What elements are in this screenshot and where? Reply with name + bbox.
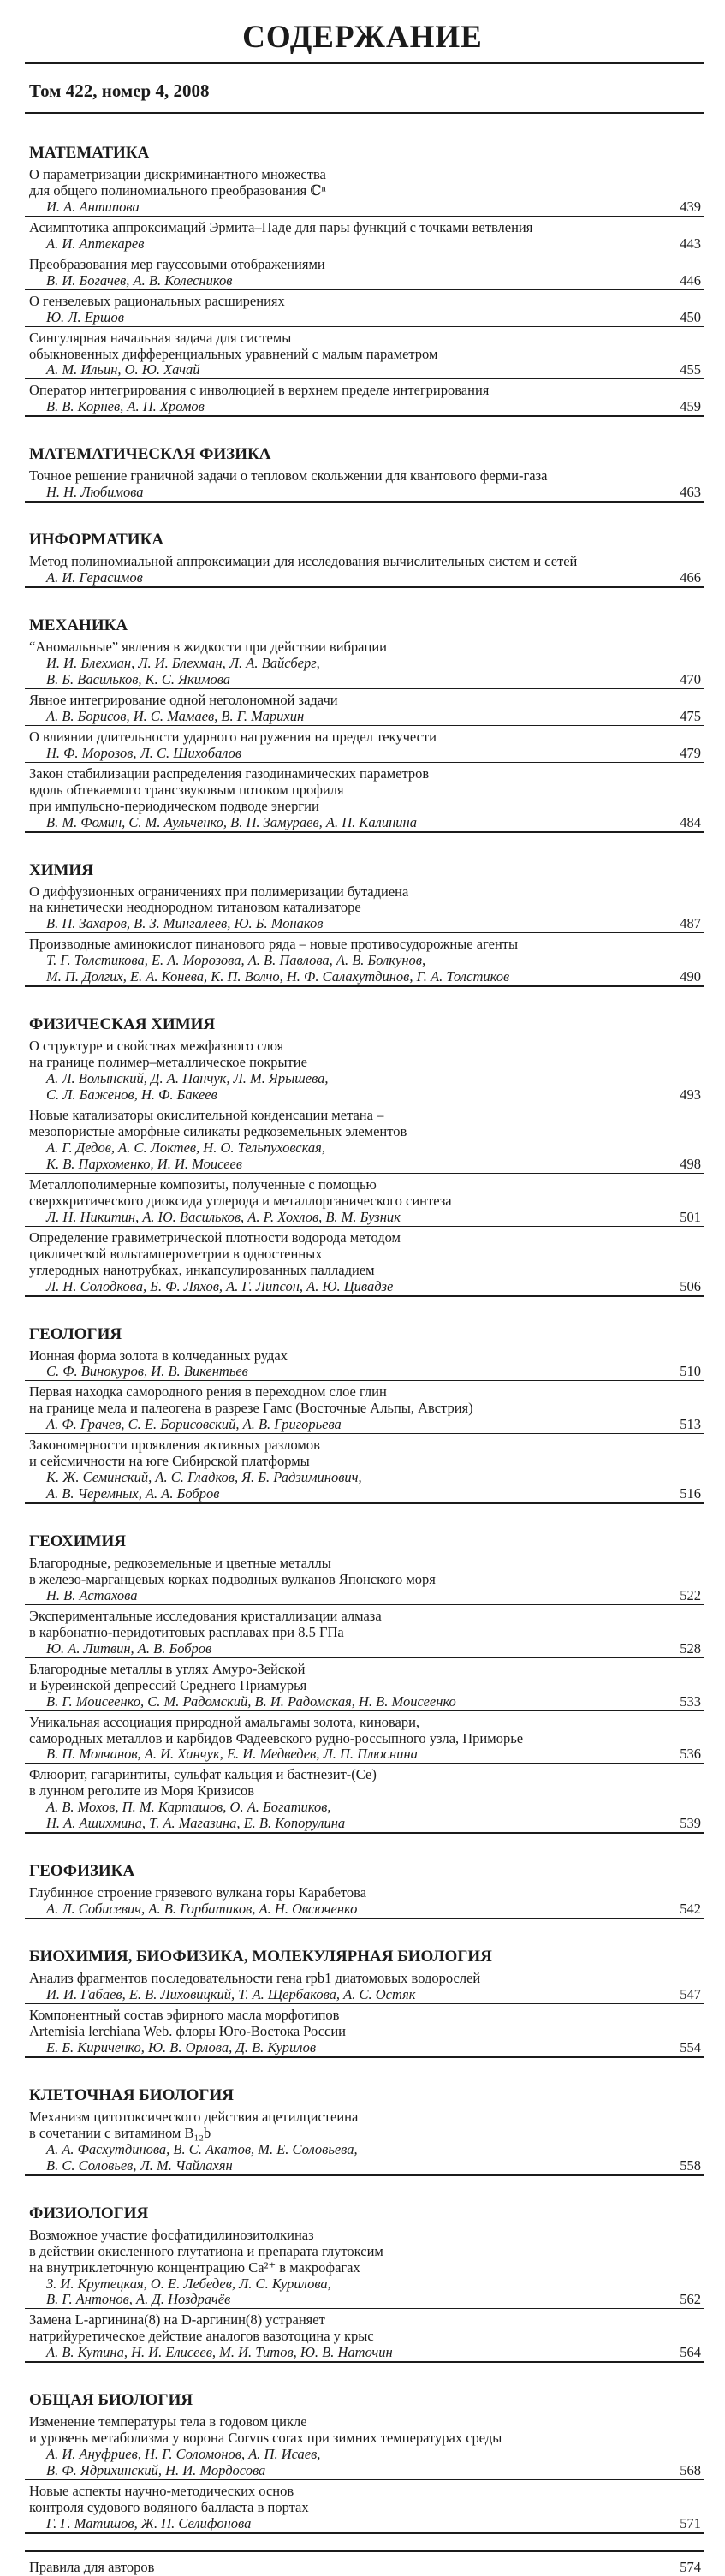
article-page-number: 446	[680, 271, 701, 289]
article-title-line: О гензелевых рациональных расширениях	[29, 292, 285, 309]
section-rule	[25, 985, 704, 987]
article-page-number: 554	[680, 2038, 701, 2055]
section	[25, 846, 704, 988]
section	[25, 515, 704, 588]
article-title-line: Изменение температуры тела в годовом цикле	[29, 2413, 307, 2430]
article-page-number: 539	[680, 1815, 701, 1832]
article-page-number: 487	[680, 915, 701, 932]
section	[25, 1000, 704, 1296]
article-title-line: Замена L-аргинина(8) на D-аргинин(8) устраняет	[29, 2311, 325, 2329]
article-authors-line: А. В. Мохов, П. М. Карташов, О. А. Богатиков,	[46, 1799, 331, 1816]
article-authors-line: М. П. Долгих, Е. А. Конева, К. П. Волчо, Н. Ф. Салахутдинов, Г. А. Толстиков	[46, 968, 510, 985]
article-title-line: Новые катализаторы окислительной конденсации метана –	[29, 1107, 384, 1124]
entry-rule	[25, 378, 704, 379]
section-rule	[25, 2532, 704, 2534]
section	[25, 128, 704, 417]
section	[25, 1847, 704, 1919]
article-page-number: 475	[680, 707, 701, 724]
footer-rule	[25, 2550, 704, 2552]
entry-rule	[25, 1380, 704, 1381]
article-authors-line: Т. Г. Толстикова, Е. А. Морозова, А. В. Павлова, А. В. Болкунов,	[46, 952, 426, 969]
entry-rule	[25, 1433, 704, 1434]
section-rule	[25, 2174, 704, 2176]
article-page-number: 450	[680, 308, 701, 325]
section-heading: МАТЕМАТИЧЕСКАЯ ФИЗИКА	[29, 445, 271, 464]
entry-rule	[25, 2003, 704, 2004]
article-title-line: в действии окисленного глутатиона и препарата глутоксим	[29, 2242, 383, 2259]
article-title-line: Artemisia lerchiana Web. флоры Юго-Востока России	[29, 2022, 347, 2039]
section	[25, 1517, 704, 1834]
article-page-number: 562	[680, 2291, 701, 2308]
article-page-number: 463	[680, 484, 701, 501]
article-title-line: Флюорит, гагаринтиты, сульфат кальция и бастнезит-(Се)	[29, 1766, 377, 1783]
section-heading: МЕХАНИКА	[29, 616, 128, 635]
article-title-line: Асимптотика аппроксимаций Эрмита–Паде для пары функций с точками ветвления	[29, 218, 533, 235]
article-page-number: 490	[680, 968, 701, 985]
section	[25, 2376, 704, 2534]
article-authors-line: А. В. Кутина, Н. И. Елисеев, М. И. Титов, Ю. В. Наточин	[46, 2344, 393, 2361]
article-title-line: Глубинное строение грязевого вулкана горы Карабетова	[29, 1884, 367, 1901]
section	[25, 430, 704, 503]
article-page-number: 470	[680, 670, 701, 687]
article-authors-line: В. М. Фомин, С. М. Аульченко, В. П. Замураев, А. П. Калинина	[46, 813, 417, 830]
article-page-number: 501	[680, 1208, 701, 1225]
article-title-line: О влиянии длительности ударного нагружения на предел текучести	[29, 728, 437, 745]
article-title-line: Первая находка самородного рения в переходном слое глин	[29, 1383, 387, 1401]
article-authors-line: А. И. Аптекарев	[46, 235, 145, 252]
entry-rule	[25, 289, 704, 290]
article-title-line: контроля судового водяного балласта в портах	[29, 2499, 309, 2516]
article-authors-line: И. И. Габаев, Е. В. Лиховицкий, Т. А. Щербакова, А. С. Остяк	[46, 1986, 416, 2003]
entry-rule	[25, 762, 704, 763]
article-page-number: 439	[680, 198, 701, 215]
article-title-line: и сейсмичности на юге Сибирской платформы	[29, 1453, 310, 1470]
article-authors-line: А. Л. Волынский, Д. А. Панчук, Л. М. Ярышева,	[46, 1070, 329, 1087]
article-page-number: 498	[680, 1155, 701, 1172]
section-heading: ХИМИЯ	[29, 860, 93, 879]
page-title: СОДЕРЖАНИЕ	[242, 20, 483, 55]
article-title-line: Точное решение граничной задачи о тепловом скольжении для квантового ферми-газа	[29, 467, 548, 485]
article-authors-line: Е. Б. Кириченко, Ю. В. Орлова, Д. В. Курилов	[46, 2038, 317, 2055]
article-page-number: 455	[680, 361, 701, 378]
article-title-line: О диффузионных ограничениях при полимеризации бутадиена	[29, 883, 409, 900]
article-title-line: Металлополимерные композиты, полученные с помощью	[29, 1175, 377, 1193]
article-title-line: Благородные, редкоземельные и цветные металлы	[29, 1555, 331, 1572]
article-title-line: циклической вольтамперометрии в одностенных	[29, 1245, 323, 1262]
entry-rule	[25, 1226, 704, 1227]
article-page-number: 513	[680, 1416, 701, 1433]
article-authors-line: И. И. Блехман, Л. И. Блехман, Л. А. Вайсберг,	[46, 655, 320, 672]
section-heading: БИОХИМИЯ, БИОФИЗИКА, МОЛЕКУЛЯРНАЯ БИОЛОГИЯ	[29, 1948, 492, 1966]
article-title-line: Преобразования мер гауссовыми отображениями	[29, 255, 325, 272]
article-title-line: Производные аминокислот пинанового ряда – новые противосудорожные агенты	[29, 936, 519, 953]
section-heading: ГЕОЛОГИЯ	[29, 1324, 122, 1343]
article-authors-line: Л. Н. Никитин, А. Ю. Васильков, А. Р. Хохлов, В. М. Бузник	[46, 1208, 401, 1225]
section	[25, 1932, 704, 2058]
article-title-line: и уровень метаболизма у ворона Corvus corax при зимних температурах среды	[29, 2430, 502, 2447]
article-authors-line: В. Ф. Ядрихинский, Н. И. Мордосова	[46, 2462, 266, 2479]
article-title-line: вдоль обтекаемого трансзвуковым потоком профиля	[29, 781, 344, 798]
article-page-number: 536	[680, 1746, 701, 1763]
article-title-line: самородных металлов и карбидов Фадеевского рудно-россыпного узла, Приморье	[29, 1729, 524, 1746]
article-title-line: Анализ фрагментов последовательности гена rpb1 диатомовых водорослей	[29, 1970, 481, 1987]
section-rule	[25, 2361, 704, 2363]
article-title-line: О структуре и свойствах межфазного слоя	[29, 1038, 284, 1055]
article-title-line: на кинетически неоднородном титановом катализаторе	[29, 899, 361, 916]
article-authors-line: Н. В. Астахова	[46, 1586, 138, 1603]
article-authors-line: А. В. Борисов, И. С. Мамаев, В. Г. Марихин	[46, 707, 305, 724]
article-page-number: 466	[680, 569, 701, 586]
article-title-line: Оператор интегрирования с инволюцией в верхнем пределе интегрирования	[29, 382, 490, 399]
article-title-line: Сингулярная начальная задача для системы	[29, 329, 292, 346]
article-authors-line: Ю. А. Литвин, А. В. Бобров	[46, 1639, 212, 1657]
article-authors-line: В. Г. Антонов, А. Д. Ноздрачёв	[46, 2291, 231, 2308]
article-title-line: Явное интегрирование одной неголономной задачи	[29, 691, 338, 708]
entry-rule	[25, 2308, 704, 2309]
section-rule	[25, 1502, 704, 1504]
article-authors-line: З. И. Крутецкая, О. Е. Лебедев, Л. С. Курилова,	[46, 2275, 331, 2292]
article-title-line: Механизм цитотоксического действия ацетилцистеина	[29, 2108, 359, 2125]
entry-rule	[25, 216, 704, 217]
article-title-line: Благородные металлы в углях Амуро-Зейской	[29, 1660, 306, 1677]
article-page-number: 479	[680, 744, 701, 761]
article-authors-line: И. А. Антипова	[46, 198, 140, 215]
article-title-line: для общего полиномиального преобразования ℂⁿ	[29, 181, 326, 199]
section-heading: ГЕОФИЗИКА	[29, 1862, 135, 1881]
article-authors-line: Г. Г. Матишов, Ж. П. Селифонова	[46, 2514, 252, 2531]
article-title-line: Экспериментальные исследования кристаллизации алмаза	[29, 1607, 382, 1624]
article-page-number: 484	[680, 813, 701, 830]
section-heading: КЛЕТОЧНАЯ БИОЛОГИЯ	[29, 2085, 234, 2104]
article-title-line: сверхкритического диоксида углерода и металлорганического синтеза	[29, 1192, 452, 1209]
article-title-line: Уникальная ассоциация природной амальгамы золота, киновари,	[29, 1713, 420, 1730]
article-authors-line: В. Б. Васильков, К. С. Якимова	[46, 670, 231, 687]
article-page-number: 547	[680, 1986, 701, 2003]
article-title-line: Закономерности проявления активных разломов	[29, 1437, 320, 1454]
article-title-line: на границе мела и палеогена в разрезе Гамс (Восточные Альпы, Австрия)	[29, 1400, 473, 1417]
entry-rule	[25, 725, 704, 726]
article-title-line: “Аномальные” явления в жидкости при действии вибрации	[29, 639, 387, 656]
section-heading: ИНФОРМАТИКА	[29, 531, 164, 550]
article-title-line: Закон стабилизации распределения газодинамических параметров	[29, 764, 430, 782]
entry-rule	[25, 688, 704, 689]
article-authors-line: А. Л. Собисевич, А. В. Горбатиков, А. Н. Овсюченко	[46, 1901, 358, 1918]
section-rule	[25, 586, 704, 588]
section-rule	[25, 2056, 704, 2058]
article-authors-line: А. Г. Дедов, А. С. Локтев, Н. О. Тельпуховская,	[46, 1139, 325, 1156]
article-title-line: и Буреинской депрессий Среднего Приамурья	[29, 1676, 307, 1693]
article-authors-line: Н. А. Ашихмина, Т. А. Магазина, Е. В. Копорулина	[46, 1815, 346, 1832]
article-title-line: Метод полиномиальной аппроксимации для исследования вычислительных систем и сетей	[29, 553, 578, 570]
entry-rule	[25, 1604, 704, 1605]
article-title-line: при импульсно-периодическом подводе энергии	[29, 797, 319, 814]
entry-rule	[25, 1763, 704, 1764]
article-title-line: Возможное участие фосфатидилинозитолкиназ	[29, 2226, 314, 2243]
article-authors-line: Н. Н. Любимова	[46, 484, 144, 501]
article-authors-line: В. П. Молчанов, А. И. Ханчук, Е. И. Медведев, Л. П. Плюснина	[46, 1746, 418, 1763]
section-heading: ФИЗИОЛОГИЯ	[29, 2204, 149, 2222]
article-authors-line: А. М. Ильин, О. Ю. Хачай	[46, 361, 200, 378]
section-rule	[25, 501, 704, 503]
article-page-number: 443	[680, 235, 701, 252]
article-page-number: 493	[680, 1086, 701, 1104]
article-page-number: 542	[680, 1901, 701, 1918]
article-title-line: в карбонатно-перидотитовых расплавах при 8.5 ГПа	[29, 1623, 344, 1640]
article-title-line: О параметризации дискриминантного множества	[29, 166, 326, 182]
article-authors-line: С. Ф. Винокуров, И. В. Викентьев	[46, 1363, 248, 1380]
article-authors-line: Н. Ф. Морозов, Л. С. Шихобалов	[46, 744, 242, 761]
section	[25, 2189, 704, 2364]
section	[25, 1310, 704, 1505]
article-title-line: в сочетании с витамином B₁₂b	[29, 2124, 211, 2141]
section-rule	[25, 1918, 704, 1919]
article-title-line: Определение гравиметрической плотности водорода методом	[29, 1229, 401, 1246]
entry-rule	[25, 326, 704, 327]
entry-rule	[25, 932, 704, 933]
article-page-number: 558	[680, 2157, 701, 2174]
entry-rule	[25, 1657, 704, 1658]
section	[25, 601, 704, 832]
article-authors-line: А. А. Фасхутдинова, В. С. Акатов, М. Е. Соловьева,	[46, 2140, 358, 2157]
footer-title: Правила для авторов	[29, 2558, 155, 2575]
article-page-number: 568	[680, 2462, 701, 2479]
article-authors-line: А. Ф. Грачев, С. Е. Борисовский, А. В. Григорьева	[46, 1416, 342, 1433]
issue-info: Том 422, номер 4, 2008	[29, 80, 210, 101]
article-authors-line: А. И. Ануфриев, Н. Г. Соломонов, А. П. Исаев,	[46, 2446, 321, 2463]
section-heading: ГЕОХИМИЯ	[29, 1532, 126, 1551]
article-title-line: мезопористые аморфные силикаты редкоземельных элементов	[29, 1123, 407, 1139]
article-page-number: 516	[680, 1485, 701, 1502]
article-authors-line: В. С. Соловьев, Л. М. Чайлахян	[46, 2157, 233, 2174]
article-page-number: 459	[680, 398, 701, 415]
section-rule	[25, 831, 704, 833]
article-title-line: в лунном реголите из Моря Кризисов	[29, 1782, 254, 1800]
entry-rule	[25, 1173, 704, 1174]
article-authors-line: А. И. Герасимов	[46, 569, 143, 586]
article-title-line: на границе полимер–металлическое покрытие	[29, 1054, 307, 1071]
article-authors-line: С. Л. Баженов, Н. Ф. Бакеев	[46, 1086, 217, 1104]
article-page-number: 522	[680, 1586, 701, 1603]
article-authors-line: А. В. Черемных, А. А. Бобров	[46, 1485, 220, 1502]
article-title-line: в железо-марганцевых корках подводных вулканов Японского моря	[29, 1570, 436, 1587]
article-title-line: углеродных нанотрубках, инкапсулированных палладием	[29, 1261, 375, 1278]
article-authors-line: К. Ж. Семинский, А. С. Гладков, Я. Б. Радзиминович,	[46, 1469, 362, 1486]
article-authors-line: Ю. Л. Ершов	[46, 308, 124, 325]
section-heading: ОБЩАЯ БИОЛОГИЯ	[29, 2391, 193, 2410]
section-rule	[25, 1832, 704, 1834]
article-page-number: 571	[680, 2514, 701, 2531]
section-heading: ФИЗИЧЕСКАЯ ХИМИЯ	[29, 1015, 216, 1034]
article-authors-line: Л. Н. Солодкова, Б. Ф. Ляхов, А. Г. Липсон, А. Ю. Цивадзе	[46, 1277, 394, 1294]
section-rule	[25, 1295, 704, 1297]
entry-rule	[25, 2479, 704, 2480]
article-authors-line: В. В. Корнев, А. П. Хромов	[46, 398, 205, 415]
section	[25, 2071, 704, 2176]
article-page-number: 506	[680, 1277, 701, 1294]
section-rule	[25, 415, 704, 417]
article-title-line: Компонентный состав эфирного масла морфотипов	[29, 2007, 340, 2024]
article-title-line: на внутриклеточную концентрацию Ca²⁺ в макрофагах	[29, 2258, 360, 2276]
article-title-line: натрийуретическое действие аналогов вазотоцина у крыс	[29, 2328, 374, 2345]
footer-page-number: 574	[680, 2558, 701, 2575]
entry-rule	[25, 1710, 704, 1711]
article-title-line: Ионная форма золота в колчеданных рудах	[29, 1347, 288, 1364]
article-authors-line: К. В. Пархоменко, И. И. Моисеев	[46, 1155, 243, 1172]
article-authors-line: В. Г. Моисеенко, С. М. Радомский, В. И. Радомская, Н. В. Моисеенко	[46, 1693, 456, 1710]
article-page-number: 533	[680, 1693, 701, 1710]
article-page-number: 528	[680, 1639, 701, 1657]
header-rule	[25, 112, 704, 114]
article-authors-line: В. И. Богачев, А. В. Колесников	[46, 271, 233, 289]
section-heading: МАТЕМАТИКА	[29, 144, 150, 162]
article-page-number: 510	[680, 1363, 701, 1380]
article-title-line: обыкновенных дифференциальных уравнений с малым параметром	[29, 345, 438, 362]
article-authors-line: В. П. Захаров, В. З. Мингалеев, Ю. Б. Монаков	[46, 915, 324, 932]
article-page-number: 564	[680, 2344, 701, 2361]
title-rule	[25, 62, 704, 64]
article-title-line: Новые аспекты научно-методических основ	[29, 2483, 294, 2500]
